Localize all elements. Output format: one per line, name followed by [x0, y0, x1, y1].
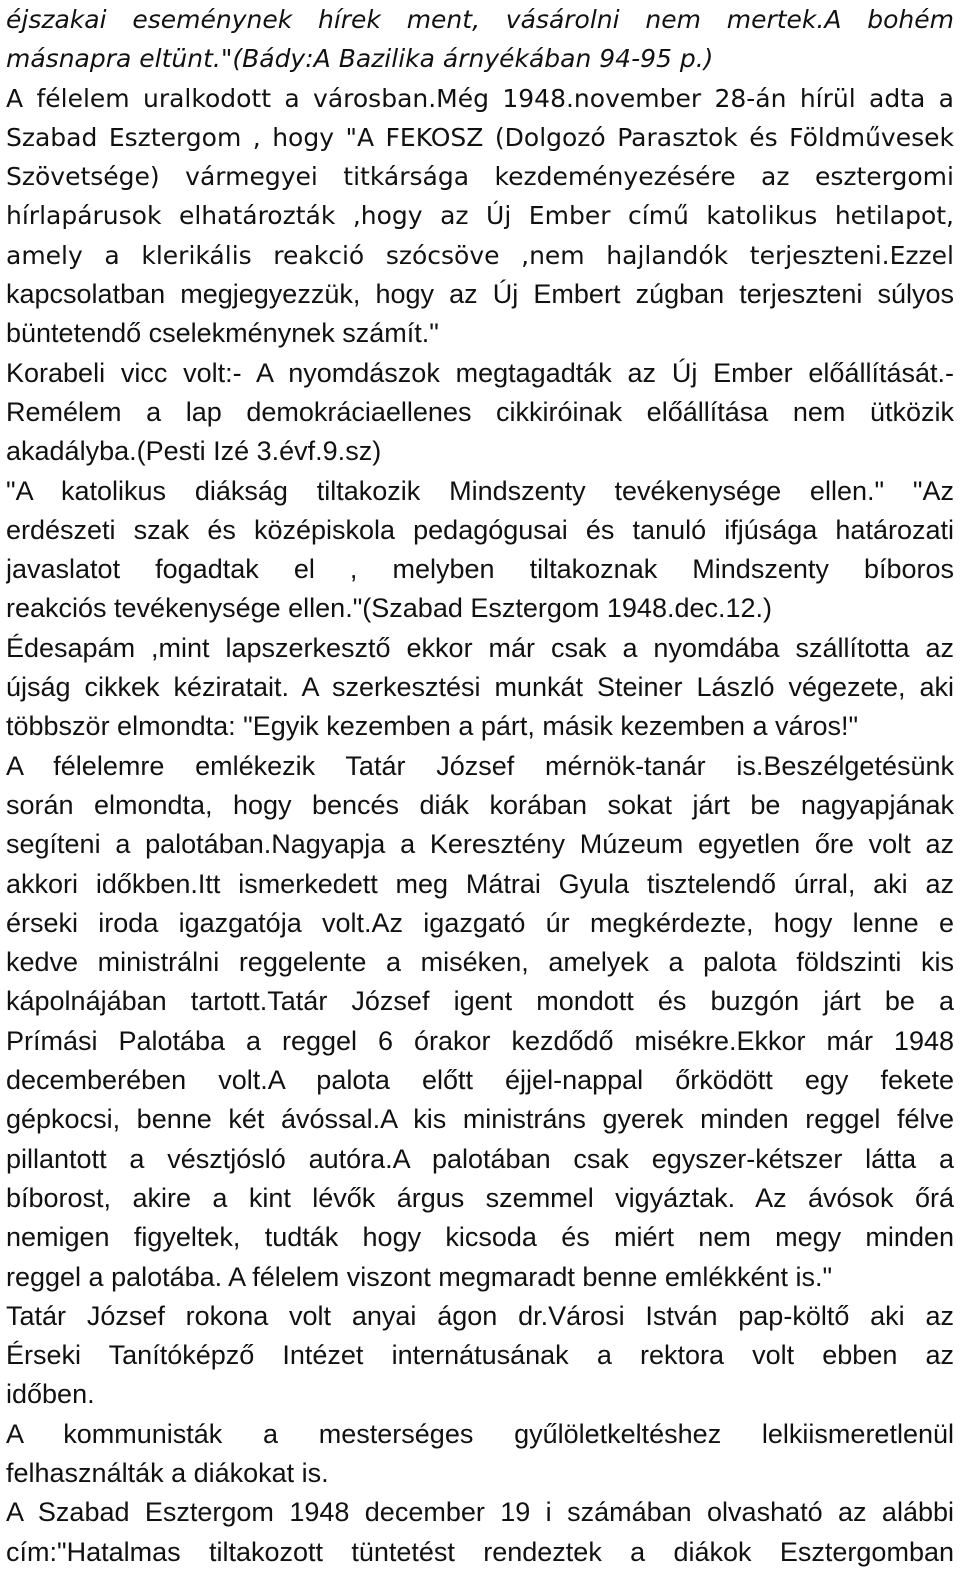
text-line: javaslatot fogadtak el , melyben tiltakoznak Mindszenty bíboros [6, 554, 954, 585]
text-line: Édesapám ,mint lapszerkesztő ekkor már csak a nyomdába szállította az [6, 632, 954, 663]
paragraph [6, 354, 954, 472]
text-line: újság cikkek kéziratait. A szerkesztési munkát Steiner László végezete, aki [6, 672, 954, 703]
text-line: többször elmondta: "Egyik kezemben a párt, másik kezemben a város!" [6, 711, 859, 742]
text-line: cím:"Hatalmas tiltakozott tüntetést rendeztek a diákok Esztergomban [6, 1536, 954, 1567]
text-line: akadályba.(Pesti Izé 3.évf.9.sz) [6, 436, 382, 467]
paragraph [6, 472, 954, 629]
text-line: felhasználták a diákokat is. [6, 1457, 329, 1488]
text-line: akkori időkben.Itt ismerkedett meg Mátrai Gyula tisztelendő úrral, aki az [6, 868, 954, 899]
text-line: büntetendő cselekménynek számít." [6, 318, 439, 349]
paragraph [6, 629, 954, 747]
text-line: amely a klerikális reakció szócsöve ,nem hajlandók terjeszteni.Ezzel [6, 240, 954, 270]
text-line: A Szabad Esztergom 1948 december 19 i számában olvasható az alábbi [6, 1497, 954, 1528]
text-line: Érseki Tanítóképző Intézet internátusának a rektora volt ebben az [6, 1340, 954, 1371]
text-line: bíborost, akire a kint lévők árgus szemmel vigyáztak. Az ávósok őrá [6, 1182, 954, 1213]
paragraph [6, 747, 954, 1297]
text-line: kedve ministrálni reggelente a miséken, amelyek a palota földszinti kis [6, 947, 954, 978]
text-line: Szövetsége) vármegyei titkársága kezdeményezésére az esztergomi [6, 162, 954, 192]
paragraph [6, 1297, 954, 1415]
text-line: Tatár József rokona volt anyai ágon dr.Városi István pap-költő aki az [6, 1300, 954, 1331]
paragraph [6, 1415, 954, 1494]
paragraph [6, 0, 954, 79]
paragraph [6, 79, 954, 354]
text-line: decemberében volt.A palota előtt éjjel-nappal őrködött egy fekete [6, 1065, 954, 1096]
text-line: másnapra eltünt."(Bády:A Bazilika árnyékában 94-95 p.) [6, 44, 714, 74]
text-line: gépkocsi, benne két ávóssal.A kis ministráns gyerek minden reggel félve [6, 1104, 954, 1135]
text-line: időben. [6, 1379, 95, 1410]
text-line: reakciós tevékenysége ellen."(Szabad Esztergom 1948.dec.12.) [6, 593, 773, 624]
text-line: A félelem uralkodott a városban.Még 1948.november 28-án hírül adta a [6, 83, 954, 113]
text-line: reggel a palotába. A félelem viszont megmaradt benne emlékként is." [6, 1261, 833, 1292]
text-line: érseki iroda igazgatója volt.Az igazgató úr megkérdezte, hogy lenne e [6, 907, 954, 938]
text-line: segíteni a palotában.Nagyapja a Keresztény Múzeum egyetlen őre volt az [6, 829, 954, 860]
text-line: kápolnájában tartott.Tatár József igent mondott és buzgón járt be a [6, 986, 954, 1017]
text-line: erdészeti szak és középiskola pedagógusai és tanuló ifjúsága határozati [6, 514, 954, 545]
text-line: éjszakai eseménynek hírek ment, vásárolni nem mertek.A bohém [6, 5, 954, 34]
text-line: kapcsolatban megjegyezzük, hogy az Új Embert zúgban terjeszteni súlyos [6, 279, 954, 310]
text-line: Korabeli vicc volt:- A nyomdászok megtagadták az Új Ember előállítását.- [6, 357, 954, 388]
text-line: hírlapárusok elhatározták ,hogy az Új Ember című katolikus hetilapot, [6, 201, 954, 231]
text-line: nemigen figyeltek, tudták hogy kicsoda és miért nem megy minden [6, 1222, 954, 1253]
text-line: pillantott a vésztjósló autóra.A palotában csak egyszer-kétszer látta a [6, 1143, 954, 1174]
text-line: "A katolikus diákság tiltakozik Mindszenty tevékenysége ellen." "Az [6, 475, 954, 506]
paragraph [6, 1493, 954, 1572]
text-line: során elmondta, hogy bencés diák korában sokat járt be nagyapjának [6, 789, 954, 820]
text-line: Remélem a lap demokráciaellenes cikkiróinak előállítása nem ütközik [6, 396, 954, 427]
text-line: Prímási Palotába a reggel 6 órakor kezdődő misékre.Ekkor már 1948 [6, 1025, 954, 1056]
text-line: Szabad Esztergom , hogy "A FEKOSZ (Dolgozó Parasztok és Földművesek [6, 122, 954, 152]
text-line: A kommunisták a mesterséges gyűlöletkeltéshez lelkiismeretlenül [6, 1418, 954, 1449]
text-line: A félelemre emlékezik Tatár József mérnök-tanár is.Beszélgetésünk [6, 750, 954, 781]
